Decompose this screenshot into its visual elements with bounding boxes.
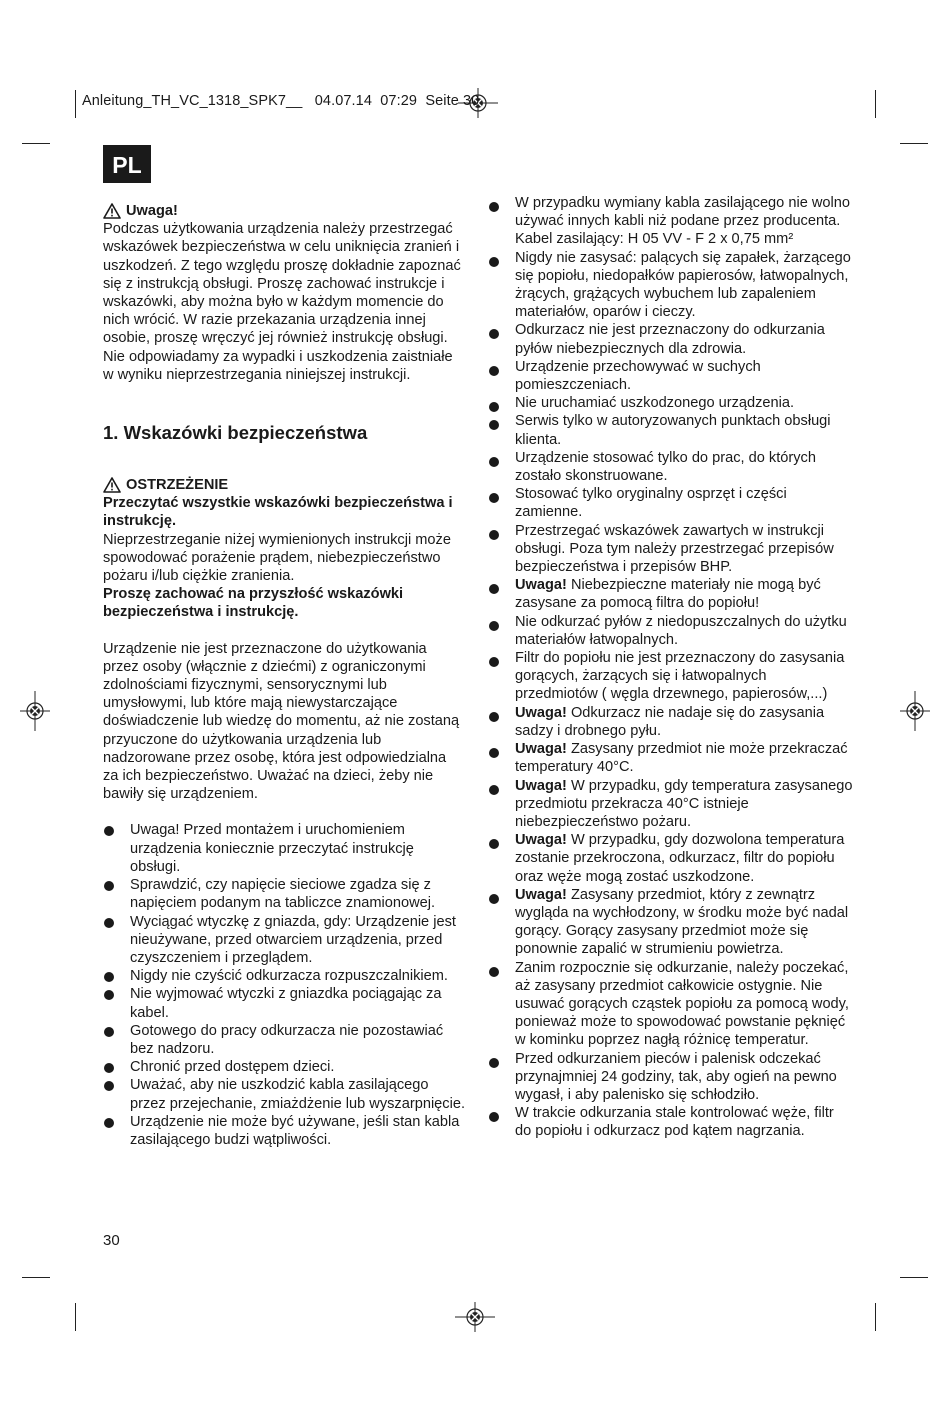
- list-item: Stosować tylko oryginalny osprzęt i części zamienne.: [488, 485, 853, 521]
- persons-paragraph: Urządzenie nie jest przeznaczone do użytkowania przez osoby (włącznie z dziećmi) z ograniczonymi zdolnościami fizycznymi, sensorycznymi lub umysłowymi, lub które mają niewystarczające doświadczenie lub wiedzę do momentu, aż nie zostaną przyuczone do użytkowania urządzenia lub nadzorowane przez osobę, która jest odpowiedzialna za ich bezpieczeństwo. Uważać na dzieci, żeby nie bawiły się urządzeniem.: [103, 640, 460, 803]
- list-item: Nie odkurzać pyłów z niedopuszczalnych do użytku materiałów łatwopalnych.: [488, 613, 853, 649]
- list-item: W przypadku wymiany kabla zasilającego nie wolno używać innych kabli niż podane przez producenta. Kabel zasilający: H 05 VV - F 2 x 0,75 mm²: [488, 194, 853, 249]
- right-bullet-list: [488, 194, 853, 1141]
- crop-mark: [875, 1303, 876, 1331]
- list-item: Nie uruchamiać uszkodzonego urządzenia.: [488, 394, 853, 412]
- list-item: Gotowego do pracy odkurzacza nie pozostawiać bez nadzoru.: [103, 1022, 465, 1058]
- crop-mark: [75, 90, 76, 118]
- caution-paragraph: Podczas użytkowania urządzenia należy przestrzegać wskazówek bezpieczeństwa w celu uniknięcia zranień i uszkodzeń. Z tego względu proszę dokładnie zapoznać się z instrukcją obsługi. Proszę zachować instrukcje i wskazówki, aby można było w każdym momencie do nich wrócić. W razie przekazania urządzenia innej osobie, proszę wręczyć jej również instrukcję obsługi.: [103, 221, 461, 347]
- warning-triangle-icon: [103, 203, 121, 219]
- header-slug: Anleitung_TH_VC_1318_SPK7__: [82, 93, 303, 109]
- warning-triangle-icon: [103, 477, 121, 493]
- language-badge: PL: [103, 145, 151, 183]
- list-item: Uważać, aby nie uszkodzić kabla zasilającego przez przejechanie, zmiażdżenie lub wyszarpnięcie.: [103, 1076, 465, 1112]
- caution-heading: [103, 202, 465, 220]
- cable-spec: Kabel zasilający: H 05 VV - F 2 x 0,75 mm²: [515, 231, 794, 248]
- list-item: Wyciągać wtyczkę z gniazda, gdy: Urządzenie jest nieużywane, przed otwarciem urządzenia, przed czyszczeniem i przeglądem.: [103, 913, 465, 968]
- crop-mark: [900, 143, 928, 144]
- page-number: 30: [103, 1232, 120, 1249]
- warning-heading: [103, 476, 465, 494]
- list-item: Serwis tylko w autoryzowanych punktach obsługi klienta.: [488, 412, 853, 448]
- list-item: W trakcie odkurzania stale kontrolować węże, filtr do popiołu i odkurzacz pod kątem nagrzania.: [488, 1104, 853, 1140]
- caution-title: Uwaga!: [126, 203, 178, 219]
- list-item: Uwaga! Zasysany przedmiot, który z zewnątrz wygląda na wychłodzony, w środku może być nadal gorący. Gorący zasysany przedmiot może się ponownie zapalić w strumieniu powietrza.: [488, 886, 853, 959]
- list-item: Urządzenie nie może być używane, jeśli stan kabla zasilającego budzi wątpliwości.: [103, 1113, 465, 1149]
- left-column: [103, 202, 465, 1149]
- list-item: Uwaga! W przypadku, gdy dozwolona temperatura zostanie przekroczona, odkurzacz, filtr do popiołu oraz węże mogą zostać uszkodzone.: [488, 831, 853, 886]
- registration-mark-icon: [20, 691, 50, 731]
- list-item: Nigdy nie zasysać: palących się zapałek, żarzącego się popiołu, niedopałków papierosów, łatwopalnych, żrących, grążących wybuchem lub zapaleniem materiałów, oparów i cieczy.: [488, 249, 853, 322]
- list-item: Filtr do popiołu nie jest przeznaczony do zasysania gorących, żarzących się i łatwopalnych przedmiotów ( węgla drzewnego, papierosów,...): [488, 649, 853, 704]
- left-bullet-list: [103, 821, 465, 1149]
- warning-read-instructions: Przeczytać wszystkie wskazówki bezpieczeństwa i instrukcję.: [103, 495, 453, 530]
- warning-keep-instructions: Proszę zachować na przyszłość wskazówki bezpieczeństwa i instrukcję.: [103, 586, 404, 621]
- warning-text: Nieprzestrzeganie niżej wymienionych instrukcji może spowodować porażenie prądem, niebezpieczeństwo pożaru i/lub ciężkie zranienia.: [103, 531, 451, 585]
- list-item: Sprawdzić, czy napięcie sieciowe zgadza się z napięciem podanym na tabliczce znamionowej.: [103, 876, 465, 912]
- right-column: [488, 194, 853, 1141]
- header-page-label: Seite 30: [425, 93, 480, 109]
- list-item: Uwaga! Odkurzacz nie nadaje się do zasysania sadzy i drobnego pyłu.: [488, 704, 853, 740]
- registration-mark-icon: [455, 1302, 495, 1332]
- crop-mark: [22, 1277, 50, 1278]
- list-item: Uwaga! Zasysany przedmiot nie może przekraczać temperatury 40°C.: [488, 740, 853, 776]
- crop-mark: [875, 90, 876, 118]
- list-item: Uwaga! W przypadku, gdy temperatura zasysanego przedmiotu przekracza 40°C istnieje niebezpieczeństwo pożaru.: [488, 777, 853, 832]
- list-item: Uwaga! Przed montażem i uruchomieniem urządzenia koniecznie przeczytać instrukcję obsługi.: [103, 821, 465, 876]
- header-date: 04.07.14: [314, 93, 372, 109]
- list-item: Zanim rozpocznie się odkurzanie, należy poczekać, aż zasysany przedmiot całkowicie ostygnie. Nie usuwać gorących cząstek popiołu za pomocą wody, ponieważ może to spowodować powstanie pęknięć w kominku poprzez nagłą różnicę temperatur.: [488, 959, 853, 1050]
- section-heading: 1. Wskazówki bezpieczeństwa: [103, 422, 368, 444]
- crop-mark: [75, 1303, 76, 1331]
- list-item: Chronić przed dostępem dzieci.: [103, 1058, 465, 1076]
- crop-mark: [900, 1277, 928, 1278]
- warning-title: OSTRZEŻENIE: [126, 477, 229, 494]
- registration-mark-icon: [900, 691, 930, 731]
- header-time: 07:29: [380, 93, 418, 109]
- list-item: Przed odkurzaniem pieców i palenisk odczekać przynajmniej 24 godziny, tak, aby ogień na pewno wygasł, i aby palenisko się schłodziło.: [488, 1050, 853, 1105]
- print-header: [82, 93, 479, 109]
- list-item: Nie wyjmować wtyczki z gniazdka pociągając za kabel.: [103, 985, 465, 1021]
- list-item: Odkurzacz nie jest przeznaczony do odkurzania pyłów niebezpiecznych dla zdrowia.: [488, 321, 853, 357]
- list-item: Nigdy nie czyścić odkurzacza rozpuszczalnikiem.: [103, 967, 465, 985]
- list-item: Urządzenie przechowywać w suchych pomieszczeniach.: [488, 358, 853, 394]
- liability-paragraph: Nie odpowiadamy za wypadki i uszkodzenia zaistniałe w wyniku nieprzestrzegania niniejszej instrukcji.: [103, 348, 453, 383]
- crop-mark: [22, 143, 50, 144]
- list-item: Urządzenie stosować tylko do prac, do których zostało skonstruowane.: [488, 449, 853, 485]
- list-item: Uwaga! Niebezpieczne materiały nie mogą być zasysane za pomocą filtra do popiołu!: [488, 576, 853, 612]
- list-item: Przestrzegać wskazówek zawartych w instrukcji obsługi. Poza tym należy przestrzegać przepisów bezpieczeństwa i przepisów BHP.: [488, 522, 853, 577]
